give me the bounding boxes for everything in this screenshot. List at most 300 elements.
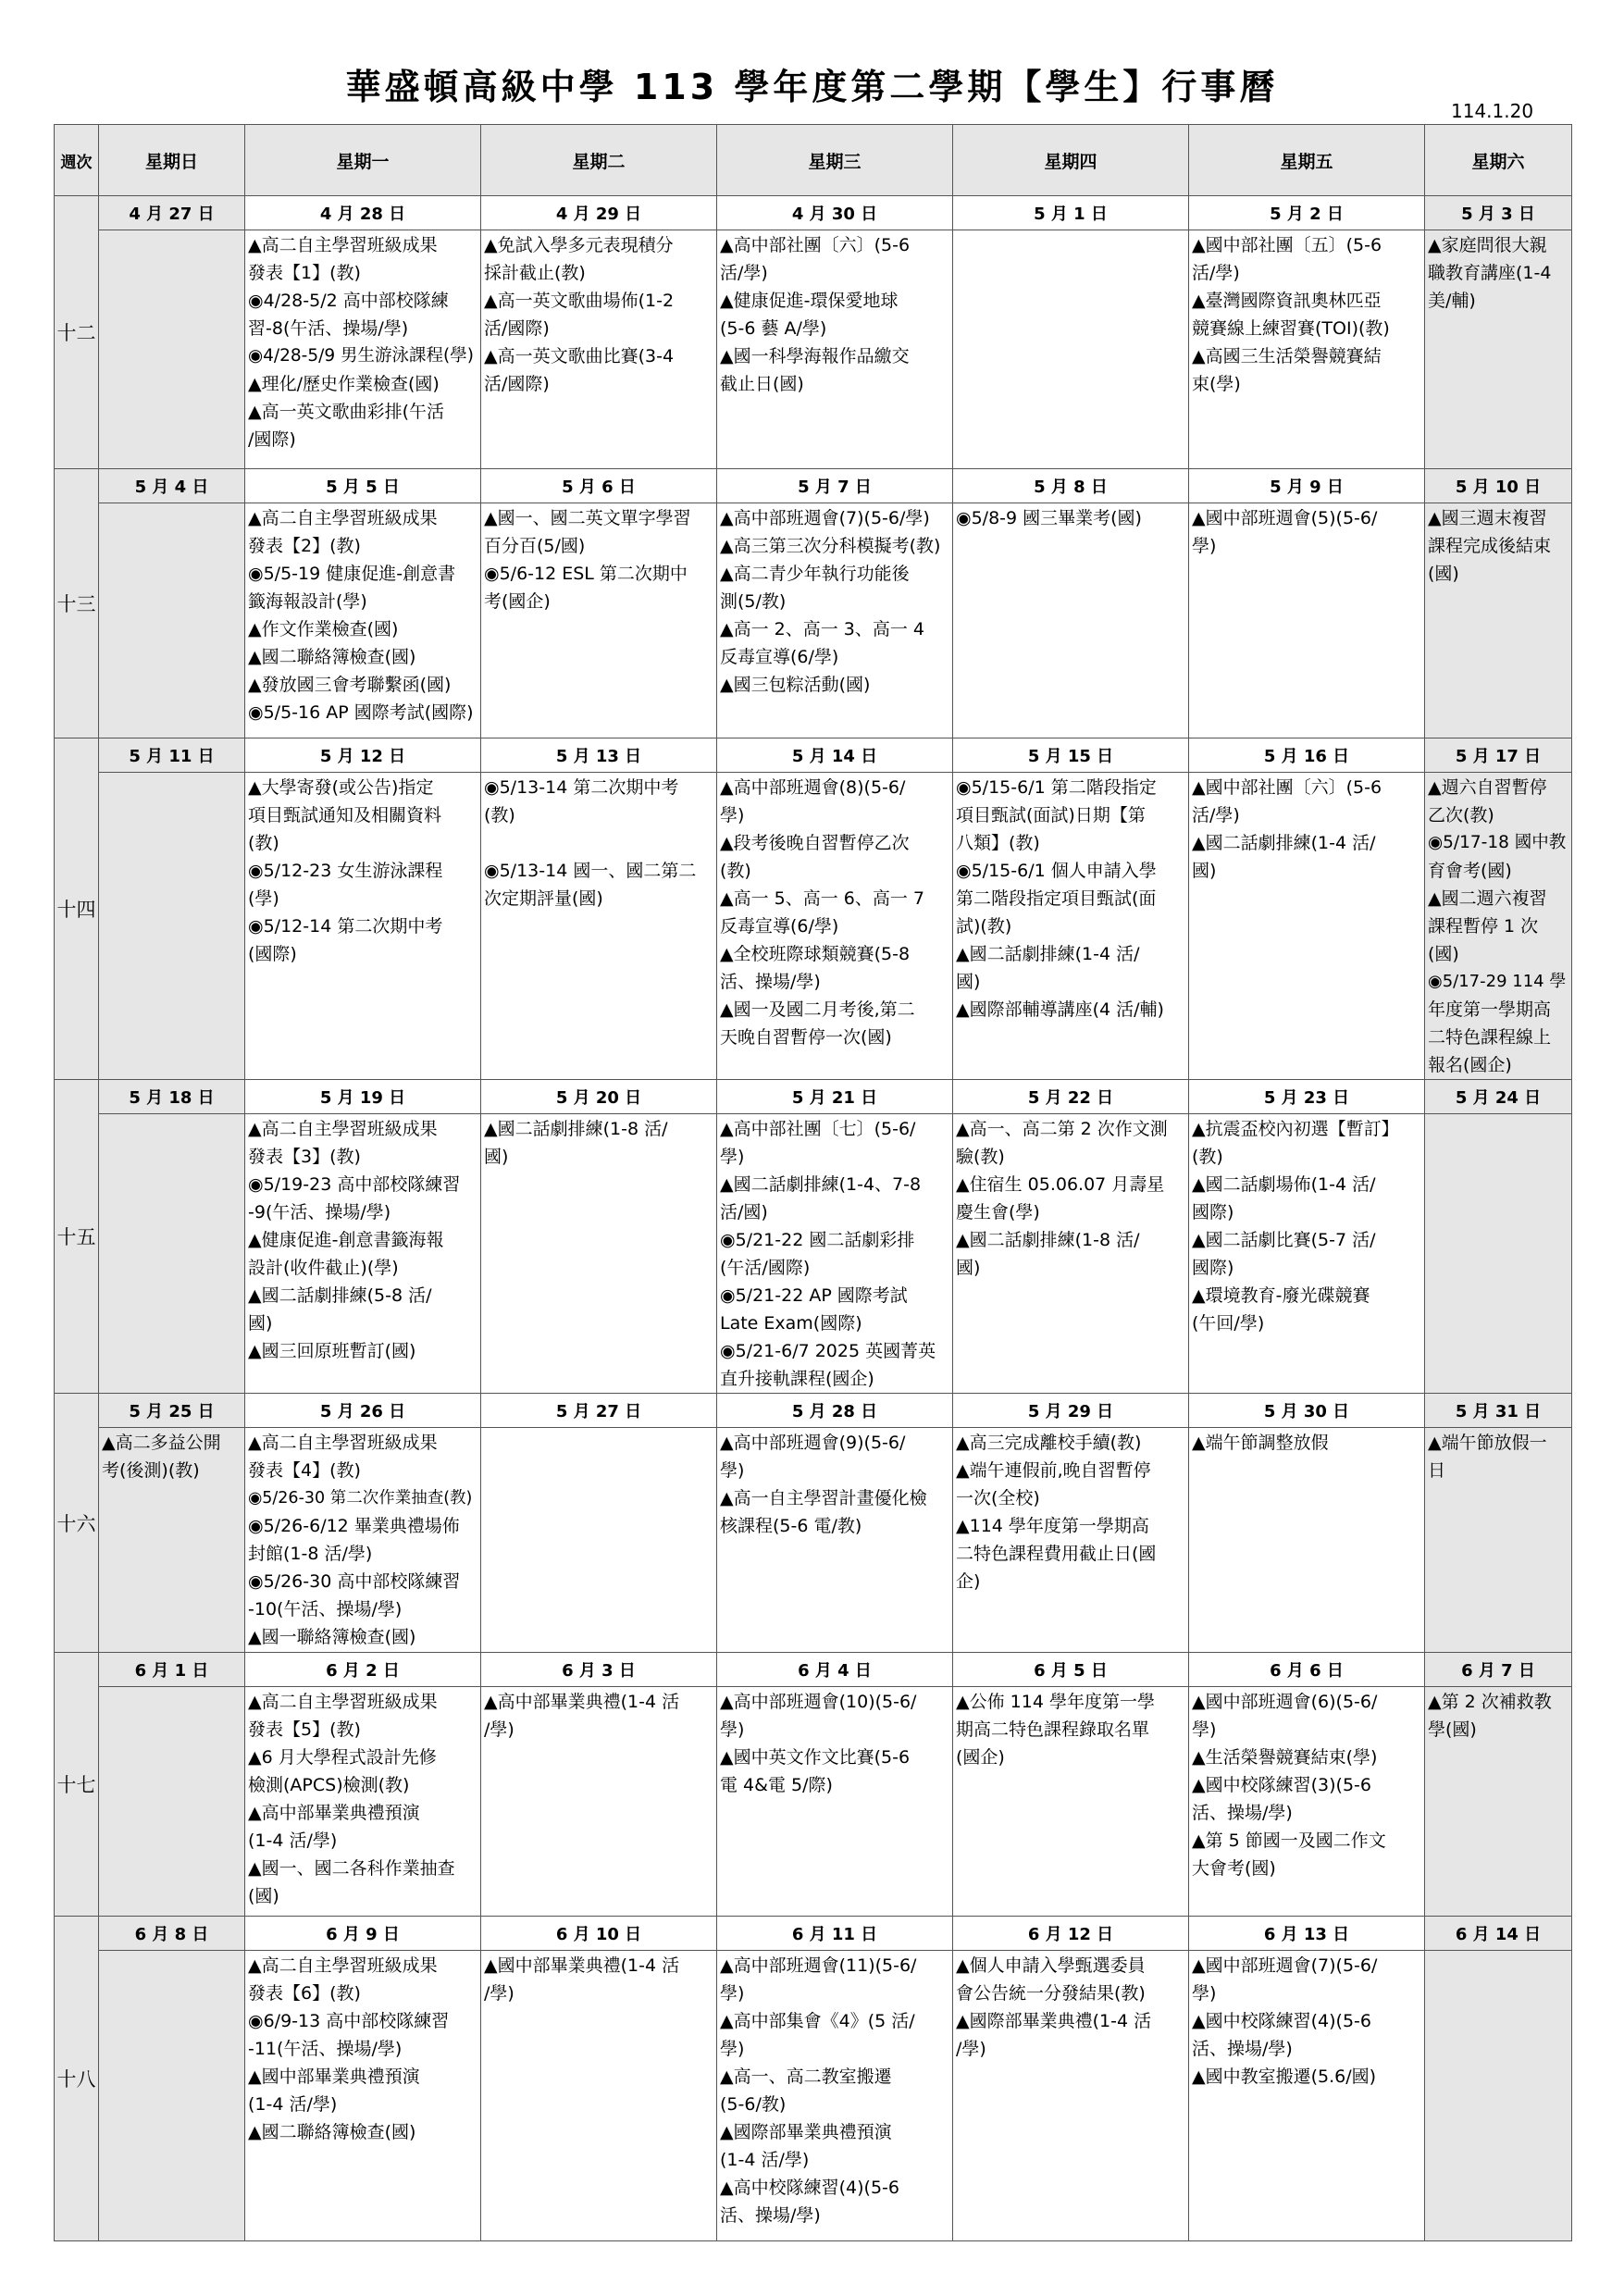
event-line: 國) bbox=[956, 972, 981, 992]
date-cell: 6 月 7 日 bbox=[1425, 1653, 1572, 1687]
event-cell bbox=[953, 1951, 1189, 2241]
event-line: ▲國二話劇排練(1-4 活/ bbox=[956, 944, 1140, 964]
event-line: ▲國二週六複習 bbox=[1428, 888, 1547, 909]
date-cell: 5 月 3 日 bbox=[1425, 196, 1572, 230]
event-cell bbox=[481, 1687, 717, 1917]
event-line: ▲國中英文作文比賽(5-6 bbox=[720, 1747, 911, 1768]
event-line: 次定期評量(國) bbox=[484, 888, 603, 909]
event-line: (學) bbox=[248, 888, 279, 909]
events-row bbox=[55, 773, 1572, 1080]
event-line: ▲國際部畢業典禮預演 bbox=[720, 2122, 892, 2142]
event-line: 國) bbox=[484, 1147, 509, 1167]
event-line: ◉5/5-19 健康促進-創意書 bbox=[248, 564, 456, 584]
event-line: 核課程(5-6 電/教) bbox=[720, 1516, 862, 1536]
event-line: 第二階段指定項目甄試(面 bbox=[956, 888, 1157, 909]
date-cell: 6 月 5 日 bbox=[953, 1653, 1189, 1687]
header-friday: 星期五 bbox=[1189, 125, 1425, 196]
event-cell bbox=[99, 503, 245, 738]
event-line: ▲國中部社團〔六〕(5-6 bbox=[1192, 777, 1382, 798]
event-line: ▲住宿生 05.06.07 月壽星 bbox=[956, 1174, 1165, 1195]
event-line: ▲高一 2、高一 3、高一 4 bbox=[720, 619, 924, 639]
event-line: ▲高一 5、高一 6、高一 7 bbox=[720, 888, 924, 909]
date-cell: 5 月 24 日 bbox=[1425, 1080, 1572, 1114]
event-line: (1-4 活/學) bbox=[720, 2150, 810, 2170]
event-line: 八類】(教) bbox=[956, 833, 1040, 853]
event-line: ▲國二話劇排練(5-8 活/ bbox=[248, 1285, 432, 1306]
event-line: ▲高一、高二教室搬遷 bbox=[720, 2066, 892, 2087]
event-line: ▲高中部畢業典禮(1-4 活 bbox=[484, 1692, 680, 1712]
event-line: ▲國二聯絡簿檢查(國) bbox=[248, 2122, 416, 2142]
event-line: ◉5/19-23 高中部校隊練習 bbox=[248, 1174, 461, 1195]
event-cell bbox=[99, 1114, 245, 1394]
event-line: 封館(1-8 活/學) bbox=[248, 1544, 373, 1564]
event-cell bbox=[99, 1687, 245, 1917]
event-line: ▲公佈 114 學年度第一學 bbox=[956, 1692, 1155, 1712]
event-line: 活/學) bbox=[720, 263, 768, 283]
event-line: ◉5/12-23 女生游泳課程 bbox=[248, 861, 443, 881]
event-cell bbox=[953, 1114, 1189, 1394]
event-line: 反毒宣導(6/學) bbox=[720, 916, 839, 937]
event-line: ▲國一聯絡簿檢查(國) bbox=[248, 1627, 416, 1647]
event-line: 束(學) bbox=[1192, 374, 1241, 394]
event-line: 直升接軌課程(國企) bbox=[720, 1369, 874, 1389]
event-line: ▲生活榮譽競賽結束(學) bbox=[1192, 1747, 1378, 1768]
date-cell: 5 月 20 日 bbox=[481, 1080, 717, 1114]
events-row bbox=[55, 1428, 1572, 1653]
event-line: ▲國中部畢業典禮(1-4 活 bbox=[484, 1955, 680, 1976]
event-line: 籤海報設計(學) bbox=[248, 591, 367, 612]
event-line: (5-6/教) bbox=[720, 2094, 787, 2115]
events-row bbox=[55, 1114, 1572, 1394]
date-cell: 5 月 9 日 bbox=[1189, 469, 1425, 503]
event-line: 活、操場/學) bbox=[1192, 1803, 1293, 1823]
event-cell bbox=[245, 230, 481, 469]
event-line: 發表【5】(教) bbox=[248, 1719, 361, 1740]
events-row bbox=[55, 1687, 1572, 1917]
date-cell: 6 月 3 日 bbox=[481, 1653, 717, 1687]
event-line: ◉4/28-5/2 高中部校隊練 bbox=[248, 291, 449, 311]
event-cell bbox=[717, 1687, 953, 1917]
date-cell: 5 月 26 日 bbox=[245, 1394, 481, 1428]
calendar-table bbox=[54, 124, 1572, 2241]
event-cell bbox=[99, 1951, 245, 2241]
event-cell bbox=[245, 1687, 481, 1917]
event-line: ▲發放國三會考聯繫函(國) bbox=[248, 675, 452, 695]
date-cell: 6 月 10 日 bbox=[481, 1917, 717, 1951]
event-line: 設計(收件截止)(學) bbox=[248, 1258, 399, 1278]
event-cell bbox=[1425, 1687, 1572, 1917]
event-line: -11(午活、操場/學) bbox=[248, 2039, 403, 2059]
event-line: 活/學) bbox=[1192, 805, 1240, 825]
event-line: 項目甄試(面試)日期【第 bbox=[956, 805, 1146, 825]
event-line: (午活/國際) bbox=[720, 1258, 811, 1278]
event-line: 活、操場/學) bbox=[720, 2205, 821, 2226]
event-line: ▲健康促進-環保愛地球 bbox=[720, 291, 899, 311]
event-cell bbox=[1189, 230, 1425, 469]
event-line: ▲高二自主學習班級成果 bbox=[248, 1692, 438, 1712]
event-line: ▲高一英文歌曲彩排(午活 bbox=[248, 402, 445, 422]
event-line: ▲國中部畢業典禮預演 bbox=[248, 2066, 420, 2087]
event-cell bbox=[717, 1114, 953, 1394]
date-cell: 5 月 30 日 bbox=[1189, 1394, 1425, 1428]
event-line: ▲端午連假前,晚自習暫停 bbox=[956, 1460, 1151, 1481]
event-line: 截止日(國) bbox=[720, 374, 804, 394]
event-line: 會公告統一分發結果(教) bbox=[956, 1983, 1146, 2004]
event-line: (1-4 活/學) bbox=[248, 2094, 338, 2115]
event-cell bbox=[245, 1114, 481, 1394]
event-line: 試)(教) bbox=[956, 916, 1012, 937]
event-line: ▲高二自主學習班級成果 bbox=[248, 1119, 438, 1139]
event-cell bbox=[953, 1687, 1189, 1917]
event-line: (5-6 藝 A/學) bbox=[720, 318, 827, 339]
event-line: ▲高國三生活榮譽競賽結 bbox=[1192, 346, 1382, 366]
event-cell bbox=[953, 773, 1189, 1080]
event-cell bbox=[1189, 1687, 1425, 1917]
event-line: ▲大學寄發(或公告)指定 bbox=[248, 777, 434, 798]
date-cell: 4 月 30 日 bbox=[717, 196, 953, 230]
event-line: -10(午活、操場/學) bbox=[248, 1599, 403, 1620]
event-line: 課程完成後結束 bbox=[1428, 536, 1552, 556]
event-line: ▲6 月大學程式設計先修 bbox=[248, 1747, 437, 1768]
event-line: 學(國) bbox=[1428, 1719, 1477, 1740]
event-line: ▲全校班際球類競賽(5-8 bbox=[720, 944, 911, 964]
event-line: 學) bbox=[1192, 1983, 1217, 2004]
event-line: ▲高中部集會《4》(5 活/ bbox=[720, 2011, 915, 2031]
event-line: ▲高中部社團〔六〕(5-6 bbox=[720, 235, 911, 255]
event-line: 二特色課程費用截止日(國 bbox=[956, 1544, 1157, 1564]
event-line: -9(午活、操場/學) bbox=[248, 1202, 391, 1222]
event-line: ▲高二自主學習班級成果 bbox=[248, 1433, 438, 1453]
event-cell bbox=[481, 230, 717, 469]
date-cell: 5 月 29 日 bbox=[953, 1394, 1189, 1428]
event-line: 學) bbox=[720, 805, 745, 825]
event-line: ▲個人申請入學甄選委員 bbox=[956, 1955, 1146, 1976]
event-line: ▲高一英文歌曲場佈(1-2 bbox=[484, 291, 675, 311]
event-line: 學) bbox=[720, 2039, 745, 2059]
event-cell bbox=[1425, 230, 1572, 469]
event-line: ▲國一、國二各科作業抽查 bbox=[248, 1858, 455, 1879]
date-row bbox=[55, 1080, 1572, 1114]
event-line: ▲國中部社團〔五〕(5-6 bbox=[1192, 235, 1382, 255]
event-line: 百分百(5/國) bbox=[484, 536, 586, 556]
header-saturday: 星期六 bbox=[1425, 125, 1572, 196]
event-cell bbox=[99, 1428, 245, 1653]
event-line: ▲端午節調整放假 bbox=[1192, 1433, 1329, 1453]
event-line: ▲高三完成離校手續(教) bbox=[956, 1433, 1142, 1453]
event-line: 學) bbox=[1192, 536, 1217, 556]
event-line: ◉5/13-14 國一、國二第二 bbox=[484, 861, 697, 881]
event-line: ▲週六自習暫停 bbox=[1428, 777, 1547, 798]
event-line: ▲家庭問很大親 bbox=[1428, 235, 1547, 255]
event-line: (1-4 活/學) bbox=[248, 1831, 338, 1851]
event-line: ▲國中部班週會(5)(5-6/ bbox=[1192, 508, 1378, 528]
date-cell: 6 月 8 日 bbox=[99, 1917, 245, 1951]
event-line: (午回/學) bbox=[1192, 1313, 1265, 1334]
event-line: ▲臺灣國際資訊奧林匹亞 bbox=[1192, 291, 1382, 311]
event-line: ▲國中教室搬遷(5.6/國) bbox=[1192, 2066, 1377, 2087]
event-line: 國際) bbox=[1192, 1202, 1234, 1222]
event-line: 慶生會(學) bbox=[956, 1202, 1040, 1222]
event-cell bbox=[1189, 1428, 1425, 1653]
event-line: /學) bbox=[956, 2039, 986, 2059]
event-line: ▲理化/歷史作業檢查(國) bbox=[248, 374, 440, 394]
event-line: ▲國三週末複習 bbox=[1428, 508, 1547, 528]
event-line: ◉5/17-29 114 學 bbox=[1428, 972, 1567, 991]
event-line: ▲環境教育-廢光碟競賽 bbox=[1192, 1285, 1370, 1306]
date-cell: 5 月 27 日 bbox=[481, 1394, 717, 1428]
date-cell: 6 月 9 日 bbox=[245, 1917, 481, 1951]
event-line: ▲國二話劇排練(1-4、7-8 bbox=[720, 1174, 922, 1195]
date-cell: 5 月 25 日 bbox=[99, 1394, 245, 1428]
event-line: ▲國二話劇排練(1-8 活/ bbox=[484, 1119, 668, 1139]
header-sunday: 星期日 bbox=[99, 125, 245, 196]
date-cell: 5 月 21 日 bbox=[717, 1080, 953, 1114]
event-line: (教) bbox=[248, 833, 279, 853]
event-line: ◉5/26-30 第二次作業抽查(教) bbox=[248, 1489, 473, 1508]
event-line: ▲國一科學海報作品繳交 bbox=[720, 346, 910, 366]
event-line: 發表【4】(教) bbox=[248, 1460, 361, 1481]
date-cell: 5 月 16 日 bbox=[1189, 738, 1425, 773]
events-row bbox=[55, 230, 1572, 469]
event-line: ◉5/13-14 第二次期中考 bbox=[484, 777, 679, 798]
event-line: ▲健康促進-創意書籤海報 bbox=[248, 1230, 444, 1250]
event-cell bbox=[1189, 1951, 1425, 2241]
event-line: ▲114 學年度第一學期高 bbox=[956, 1516, 1149, 1536]
event-line: ▲高中部班週會(7)(5-6/學) bbox=[720, 508, 930, 528]
event-line: ◉5/21-6/7 2025 英國菁英 bbox=[720, 1341, 936, 1361]
event-line: ▲第 2 次補救教 bbox=[1428, 1692, 1552, 1712]
event-line: 年度第一學期高 bbox=[1428, 999, 1552, 1020]
event-line: ▲第 5 節國一及國二作文 bbox=[1192, 1831, 1386, 1851]
date-cell: 6 月 13 日 bbox=[1189, 1917, 1425, 1951]
week-number: 十八 bbox=[55, 1917, 99, 2241]
event-line: ▲高一英文歌曲比賽(3-4 bbox=[484, 346, 675, 366]
event-cell bbox=[1425, 1951, 1572, 2241]
event-line: 育會考(國) bbox=[1428, 861, 1512, 881]
event-line: 活/學) bbox=[1192, 263, 1240, 283]
event-cell bbox=[245, 1428, 481, 1653]
event-line: (國) bbox=[1428, 944, 1459, 964]
date-cell: 5 月 5 日 bbox=[245, 469, 481, 503]
event-line: ▲國際部畢業典禮(1-4 活 bbox=[956, 2011, 1152, 2031]
event-cell bbox=[481, 503, 717, 738]
event-cell bbox=[1425, 503, 1572, 738]
event-cell bbox=[1425, 1114, 1572, 1394]
event-cell bbox=[245, 773, 481, 1080]
event-line: 習-8(午活、操場/學) bbox=[248, 318, 409, 339]
event-line: ◉5/21-22 國二話劇彩排 bbox=[720, 1230, 915, 1250]
event-line: ▲段考後晚自習暫停乙次 bbox=[720, 833, 910, 853]
event-line: (國際) bbox=[248, 944, 297, 964]
event-line: /國際) bbox=[248, 429, 296, 450]
event-line: ▲高中部班週會(9)(5-6/ bbox=[720, 1433, 906, 1453]
event-cell bbox=[1425, 773, 1572, 1080]
event-line: ◉5/15-6/1 個人申請入學 bbox=[956, 861, 1157, 881]
event-line: ◉5/21-22 AP 國際考試 bbox=[720, 1285, 908, 1306]
event-line: ▲國三回原班暫訂(國) bbox=[248, 1341, 416, 1361]
event-line: ▲國際部輔導講座(4 活/輔) bbox=[956, 999, 1164, 1020]
event-line: 活/國際) bbox=[484, 318, 550, 339]
event-line: 國) bbox=[248, 1313, 273, 1334]
date-cell: 6 月 6 日 bbox=[1189, 1653, 1425, 1687]
event-line: 發表【3】(教) bbox=[248, 1147, 361, 1167]
event-cell bbox=[1189, 773, 1425, 1080]
event-line: ◉5/6-12 ESL 第二次期中 bbox=[484, 564, 688, 584]
event-line bbox=[484, 829, 713, 857]
event-line: 考(國企) bbox=[484, 591, 551, 612]
date-cell: 5 月 31 日 bbox=[1425, 1394, 1572, 1428]
date-cell: 5 月 12 日 bbox=[245, 738, 481, 773]
event-line: ▲國中部班週會(7)(5-6/ bbox=[1192, 1955, 1378, 1976]
date-cell: 5 月 19 日 bbox=[245, 1080, 481, 1114]
date-row bbox=[55, 738, 1572, 773]
event-line: (國) bbox=[248, 1886, 279, 1906]
date-cell: 5 月 18 日 bbox=[99, 1080, 245, 1114]
event-line: 國) bbox=[1192, 861, 1217, 881]
event-line: 電 4&電 5/際) bbox=[720, 1775, 833, 1795]
event-line: 職教育講座(1-4 bbox=[1428, 263, 1552, 283]
event-line: 國際) bbox=[1192, 1258, 1234, 1278]
event-line: ▲作文作業檢查(國) bbox=[248, 619, 399, 639]
event-cell bbox=[481, 1428, 717, 1653]
event-line: ▲高二自主學習班級成果 bbox=[248, 235, 438, 255]
event-line: 測(5/教) bbox=[720, 591, 787, 612]
event-line: 發表【2】(教) bbox=[248, 536, 361, 556]
event-line: ▲免試入學多元表現積分 bbox=[484, 235, 674, 255]
event-cell bbox=[717, 1428, 953, 1653]
date-row bbox=[55, 1917, 1572, 1951]
event-cell bbox=[1425, 1428, 1572, 1653]
date-cell: 5 月 17 日 bbox=[1425, 738, 1572, 773]
event-line: 美/輔) bbox=[1428, 291, 1476, 311]
event-line: ◉6/9-13 高中部校隊練習 bbox=[248, 2011, 450, 2031]
event-line: 課程暫停 1 次 bbox=[1428, 916, 1539, 937]
event-line: ▲高中部班週會(10)(5-6/ bbox=[720, 1692, 917, 1712]
date-cell: 5 月 11 日 bbox=[99, 738, 245, 773]
event-line: ◉5/17-18 國中教 bbox=[1428, 833, 1567, 852]
event-line: ▲國中校隊練習(3)(5-6 bbox=[1192, 1775, 1371, 1795]
event-line: /學) bbox=[484, 1983, 514, 2004]
date-cell: 6 月 11 日 bbox=[717, 1917, 953, 1951]
event-line: ▲國二話劇場佈(1-4 活/ bbox=[1192, 1174, 1376, 1195]
event-line: (教) bbox=[484, 805, 515, 825]
event-line: 學) bbox=[720, 1983, 745, 2004]
event-line: ◉5/26-6/12 畢業典禮場佈 bbox=[248, 1516, 460, 1536]
event-line: ▲高二青少年執行功能後 bbox=[720, 564, 910, 584]
date-cell: 5 月 15 日 bbox=[953, 738, 1189, 773]
date-cell: 5 月 6 日 bbox=[481, 469, 717, 503]
date-cell: 6 月 4 日 bbox=[717, 1653, 953, 1687]
date-cell: 6 月 1 日 bbox=[99, 1653, 245, 1687]
event-line: ▲高中部班週會(8)(5-6/ bbox=[720, 777, 906, 798]
date-cell: 5 月 14 日 bbox=[717, 738, 953, 773]
event-line: 發表【1】(教) bbox=[248, 263, 361, 283]
date-row bbox=[55, 196, 1572, 230]
event-cell bbox=[481, 1951, 717, 2241]
week-number: 十三 bbox=[55, 469, 99, 738]
date-cell: 6 月 12 日 bbox=[953, 1917, 1189, 1951]
header-thursday: 星期四 bbox=[953, 125, 1189, 196]
event-cell bbox=[953, 503, 1189, 738]
event-line: ◉5/15-6/1 第二階段指定 bbox=[956, 777, 1157, 798]
event-line: 考(後測)(教) bbox=[102, 1460, 200, 1481]
event-line: Late Exam(國際) bbox=[720, 1313, 862, 1334]
date-cell: 5 月 2 日 bbox=[1189, 196, 1425, 230]
event-line: ▲端午節放假一 bbox=[1428, 1433, 1547, 1453]
event-line: ◉5/8-9 國三畢業考(國) bbox=[956, 508, 1142, 528]
date-row bbox=[55, 1653, 1572, 1687]
event-line: (國) bbox=[1428, 564, 1459, 584]
header-tuesday: 星期二 bbox=[481, 125, 717, 196]
event-cell bbox=[481, 1114, 717, 1394]
week-number: 十六 bbox=[55, 1394, 99, 1653]
event-line: 反毒宣導(6/學) bbox=[720, 647, 839, 667]
event-line: 採計截止(教) bbox=[484, 263, 586, 283]
event-line: ▲國一及國二月考後,第二 bbox=[720, 999, 915, 1020]
event-line: ▲高一、高二第 2 次作文測 bbox=[956, 1119, 1168, 1139]
event-line: 國) bbox=[956, 1258, 981, 1278]
date-cell: 4 月 27 日 bbox=[99, 196, 245, 230]
event-line: (教) bbox=[1192, 1147, 1223, 1167]
event-line: 發表【6】(教) bbox=[248, 1983, 361, 2004]
event-cell bbox=[953, 230, 1189, 469]
event-line: 學) bbox=[720, 1147, 745, 1167]
event-cell bbox=[953, 1428, 1189, 1653]
event-line: 大會考(國) bbox=[1192, 1858, 1276, 1879]
event-cell bbox=[99, 230, 245, 469]
event-line: ▲高三第三次分科模擬考(教) bbox=[720, 536, 941, 556]
event-line: ◉5/5-16 AP 國際考試(國際) bbox=[248, 702, 474, 723]
revision-date: 114.1.20 bbox=[1451, 100, 1534, 122]
date-cell: 6 月 2 日 bbox=[245, 1653, 481, 1687]
event-line: ◉5/26-30 高中部校隊練習 bbox=[248, 1571, 461, 1592]
week-number: 十五 bbox=[55, 1080, 99, 1394]
event-cell bbox=[481, 773, 717, 1080]
event-cell bbox=[245, 503, 481, 738]
date-cell: 5 月 23 日 bbox=[1189, 1080, 1425, 1114]
event-line: 報名(國企) bbox=[1428, 1055, 1512, 1075]
event-line: 活/國際) bbox=[484, 374, 550, 394]
event-line: ▲高中部畢業典禮預演 bbox=[248, 1803, 420, 1823]
date-cell: 5 月 8 日 bbox=[953, 469, 1189, 503]
event-line: ▲高中部社團〔七〕(5-6/ bbox=[720, 1119, 916, 1139]
event-line: 學) bbox=[720, 1719, 745, 1740]
event-line: 二特色課程線上 bbox=[1428, 1027, 1552, 1048]
event-cell bbox=[99, 773, 245, 1080]
event-line: ▲高二自主學習班級成果 bbox=[248, 508, 438, 528]
event-line: 日 bbox=[1428, 1460, 1446, 1481]
event-line: 活、操場/學) bbox=[720, 972, 821, 992]
header-row bbox=[55, 125, 1572, 196]
header-wednesday: 星期三 bbox=[717, 125, 953, 196]
event-line: ▲國中部班週會(6)(5-6/ bbox=[1192, 1692, 1378, 1712]
header-monday: 星期一 bbox=[245, 125, 481, 196]
event-line: (教) bbox=[720, 861, 751, 881]
date-cell: 5 月 13 日 bbox=[481, 738, 717, 773]
header-week: 週次 bbox=[55, 125, 99, 196]
event-cell bbox=[245, 1951, 481, 2241]
date-cell: 4 月 28 日 bbox=[245, 196, 481, 230]
date-row bbox=[55, 1394, 1572, 1428]
event-cell bbox=[1189, 1114, 1425, 1394]
event-line: 學) bbox=[720, 1460, 745, 1481]
event-line: 天晚自習暫停一次(國) bbox=[720, 1027, 892, 1048]
event-line: ▲國二聯絡簿檢查(國) bbox=[248, 647, 416, 667]
event-line: (國企) bbox=[956, 1747, 1005, 1768]
event-cell bbox=[717, 230, 953, 469]
event-cell bbox=[717, 1951, 953, 2241]
event-line: ◉4/28-5/9 男生游泳課程(學) bbox=[248, 346, 474, 366]
